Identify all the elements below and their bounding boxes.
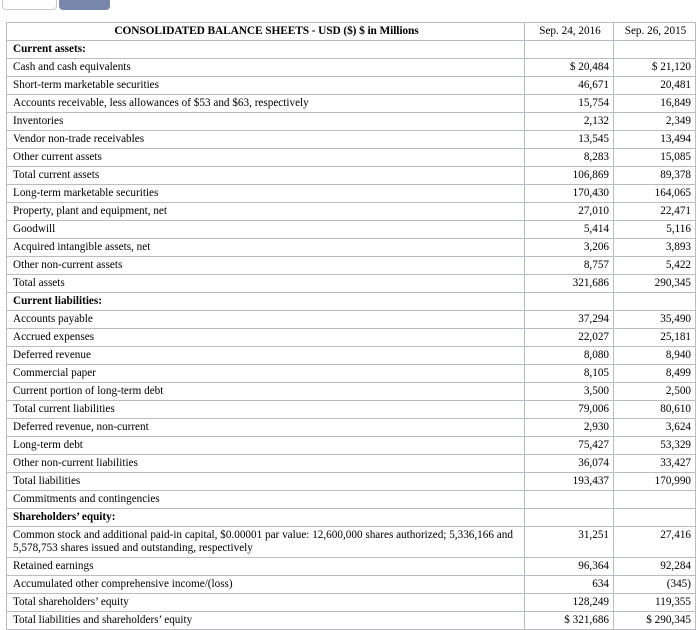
table-row — [7, 167, 696, 185]
table-row — [7, 59, 696, 77]
table-row — [7, 221, 696, 239]
table-row — [7, 347, 696, 365]
column-header-period-1: Sep. 24, 2016 — [525, 23, 614, 41]
row-value-period-2: 35,490 — [614, 311, 696, 329]
row-value-period-2: 8,940 — [614, 347, 696, 365]
balance-sheet-table — [6, 22, 696, 630]
row-value-period-2: 5,116 — [614, 221, 696, 239]
row-value-period-2: 53,329 — [614, 437, 696, 455]
row-value-period-1: 170,430 — [525, 185, 614, 203]
row-label: Other non-current assets — [7, 257, 525, 275]
row-label: Accrued expenses — [7, 329, 525, 347]
table-header-row — [7, 23, 696, 41]
row-value-period-2: 119,355 — [614, 594, 696, 612]
row-label: Deferred revenue, non-current — [7, 419, 525, 437]
row-value-period-2: 3,624 — [614, 419, 696, 437]
row-value-period-2 — [614, 509, 696, 527]
table-row — [7, 131, 696, 149]
row-value-period-2: (345) — [614, 576, 696, 594]
row-label: Long-term debt — [7, 437, 525, 455]
row-label: Shareholders’ equity: — [7, 509, 525, 527]
row-value-period-1: 193,437 — [525, 473, 614, 491]
row-value-period-2: $ 290,345 — [614, 612, 696, 630]
table-row — [7, 203, 696, 221]
row-value-period-2: 2,349 — [614, 113, 696, 131]
row-value-period-2: 13,494 — [614, 131, 696, 149]
table-row — [7, 41, 696, 59]
balance-sheet-container — [6, 22, 695, 630]
row-value-period-2: $ 21,120 — [614, 59, 696, 77]
row-value-period-1: 8,105 — [525, 365, 614, 383]
row-value-period-2 — [614, 491, 696, 509]
row-value-period-2: 15,085 — [614, 149, 696, 167]
table-row — [7, 77, 696, 95]
row-value-period-2: 89,378 — [614, 167, 696, 185]
row-label: Commitments and contingencies — [7, 491, 525, 509]
row-value-period-2 — [614, 41, 696, 59]
row-value-period-1: 3,500 — [525, 383, 614, 401]
table-row — [7, 113, 696, 131]
row-value-period-1: 321,686 — [525, 275, 614, 293]
table-row — [7, 612, 696, 630]
table-row — [7, 401, 696, 419]
row-value-period-1: 79,006 — [525, 401, 614, 419]
balance-sheet-body — [7, 23, 696, 630]
row-label: Total current liabilities — [7, 401, 525, 419]
table-row — [7, 257, 696, 275]
row-value-period-2: 5,422 — [614, 257, 696, 275]
row-value-period-1: 13,545 — [525, 131, 614, 149]
row-value-period-1 — [525, 509, 614, 527]
row-label: Inventories — [7, 113, 525, 131]
row-value-period-1: $ 20,484 — [525, 59, 614, 77]
table-row — [7, 576, 696, 594]
row-label: Vendor non-trade receivables — [7, 131, 525, 149]
table-row — [7, 383, 696, 401]
table-row — [7, 509, 696, 527]
row-label: Total assets — [7, 275, 525, 293]
row-value-period-1: 8,283 — [525, 149, 614, 167]
table-row — [7, 419, 696, 437]
row-value-period-1: 37,294 — [525, 311, 614, 329]
table-row — [7, 437, 696, 455]
row-value-period-1: 106,869 — [525, 167, 614, 185]
row-value-period-2: 16,849 — [614, 95, 696, 113]
row-label: Total liabilities — [7, 473, 525, 491]
row-label: Retained earnings — [7, 558, 525, 576]
row-value-period-1: $ 321,686 — [525, 612, 614, 630]
row-label: Commercial paper — [7, 365, 525, 383]
row-label: Acquired intangible assets, net — [7, 239, 525, 257]
toolbar-chip-blue[interactable] — [59, 0, 110, 10]
row-value-period-1: 75,427 — [525, 437, 614, 455]
row-value-period-1: 96,364 — [525, 558, 614, 576]
row-value-period-2: 33,427 — [614, 455, 696, 473]
row-value-period-2: 170,990 — [614, 473, 696, 491]
row-value-period-2: 25,181 — [614, 329, 696, 347]
row-value-period-2: 22,471 — [614, 203, 696, 221]
row-value-period-1: 46,671 — [525, 77, 614, 95]
row-value-period-1: 128,249 — [525, 594, 614, 612]
table-row — [7, 185, 696, 203]
row-value-period-1: 36,074 — [525, 455, 614, 473]
table-row — [7, 329, 696, 347]
table-row — [7, 558, 696, 576]
row-value-period-2: 27,416 — [614, 527, 696, 558]
row-value-period-2 — [614, 293, 696, 311]
row-label: Total liabilities and shareholders’ equity — [7, 612, 525, 630]
table-row — [7, 491, 696, 509]
row-value-period-1: 8,757 — [525, 257, 614, 275]
row-value-period-2: 92,284 — [614, 558, 696, 576]
row-value-period-1: 15,754 — [525, 95, 614, 113]
toolbar-chip-light[interactable] — [2, 0, 57, 10]
table-row — [7, 149, 696, 167]
row-value-period-1: 22,027 — [525, 329, 614, 347]
column-header-period-2: Sep. 26, 2015 — [614, 23, 696, 41]
row-value-period-2: 290,345 — [614, 275, 696, 293]
statement-title: CONSOLIDATED BALANCE SHEETS - USD ($) $ in Millions — [7, 23, 525, 41]
row-value-period-2: 164,065 — [614, 185, 696, 203]
row-value-period-2: 20,481 — [614, 77, 696, 95]
row-label: Total shareholders’ equity — [7, 594, 525, 612]
row-label: Short-term marketable securities — [7, 77, 525, 95]
row-value-period-1: 634 — [525, 576, 614, 594]
top-toolbar — [0, 0, 700, 11]
row-value-period-1: 3,206 — [525, 239, 614, 257]
table-row — [7, 95, 696, 113]
row-label: Property, plant and equipment, net — [7, 203, 525, 221]
row-value-period-2: 3,893 — [614, 239, 696, 257]
row-label: Current assets: — [7, 41, 525, 59]
row-value-period-1: 2,930 — [525, 419, 614, 437]
row-label: Accumulated other comprehensive income/(loss) — [7, 576, 525, 594]
table-row — [7, 455, 696, 473]
row-value-period-1: 27,010 — [525, 203, 614, 221]
row-value-period-1: 31,251 — [525, 527, 614, 558]
row-value-period-2: 80,610 — [614, 401, 696, 419]
row-value-period-1 — [525, 491, 614, 509]
row-label: Common stock and additional paid-in capital, $0.00001 par value: 12,600,000 shares authorized; 5,336,166 and 5,578,753 shares issued and outstanding, respectively — [7, 527, 525, 558]
row-label: Long-term marketable securities — [7, 185, 525, 203]
row-label: Other non-current liabilities — [7, 455, 525, 473]
table-row — [7, 527, 696, 558]
row-value-period-1 — [525, 41, 614, 59]
row-label: Other current assets — [7, 149, 525, 167]
row-label: Current liabilities: — [7, 293, 525, 311]
table-row — [7, 239, 696, 257]
row-value-period-1: 2,132 — [525, 113, 614, 131]
row-value-period-1: 5,414 — [525, 221, 614, 239]
row-value-period-1: 8,080 — [525, 347, 614, 365]
table-row — [7, 275, 696, 293]
row-value-period-2: 2,500 — [614, 383, 696, 401]
row-value-period-2: 8,499 — [614, 365, 696, 383]
row-label: Accounts receivable, less allowances of $53 and $63, respectively — [7, 95, 525, 113]
table-row — [7, 473, 696, 491]
table-row — [7, 365, 696, 383]
row-label: Current portion of long-term debt — [7, 383, 525, 401]
table-row — [7, 311, 696, 329]
table-row — [7, 293, 696, 311]
table-row — [7, 594, 696, 612]
row-label: Accounts payable — [7, 311, 525, 329]
row-label: Cash and cash equivalents — [7, 59, 525, 77]
row-value-period-1 — [525, 293, 614, 311]
row-label: Total current assets — [7, 167, 525, 185]
row-label: Goodwill — [7, 221, 525, 239]
row-label: Deferred revenue — [7, 347, 525, 365]
